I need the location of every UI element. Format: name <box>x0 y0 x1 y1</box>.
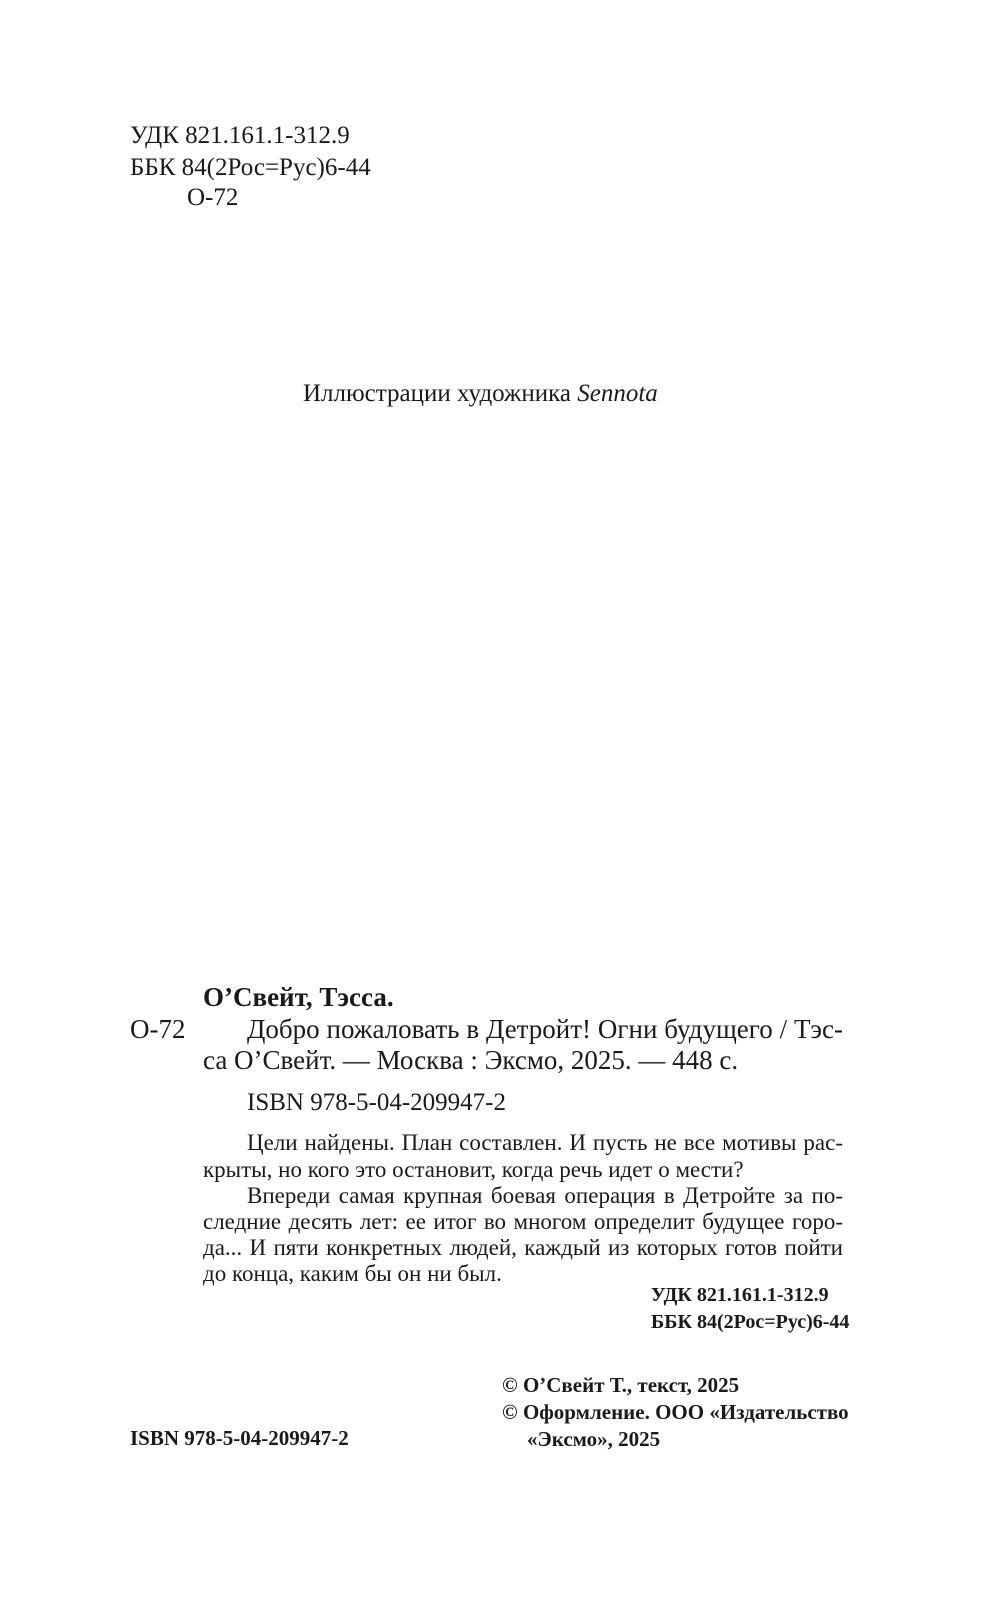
classification-bbk: ББК 84(2Рос=Рус)6-44 <box>651 1311 850 1333</box>
annotation-line-4: следние десять лет: ее итог во многом определит будущее горо- <box>203 1209 843 1234</box>
record-isbn: ISBN 978-5-04-209947-2 <box>247 1089 507 1116</box>
copyright-design-line-2: «Эксмо», 2025 <box>527 1427 661 1451</box>
bbk-code: ББК 84(2Рос=Рус)6-44 <box>130 154 371 181</box>
annotation-line-1: Цели найдены. План составлен. И пусть не все мотивы рас- <box>247 1130 843 1155</box>
copyright-design-line-1: © Оформление. ООО «Издательство <box>502 1400 849 1424</box>
record-title-line-2: са О’Свейт. — Москва : Эксмо, 2025. — 448 с. <box>203 1045 739 1075</box>
footer-isbn: ISBN 978-5-04-209947-2 <box>130 1426 349 1450</box>
illustrations-credit <box>303 380 658 408</box>
annotation-line-2: крыты, но кого это остановит, когда речь идет о мести? <box>203 1157 744 1182</box>
record-title-line-1: Добро пожаловать в Детройт! Огни будущего / Тэс- <box>247 1014 843 1044</box>
annotation-line-5: да... И пяти конкретных людей, каждый из которых готов пойти <box>203 1235 843 1260</box>
udk-code: УДК 821.161.1-312.9 <box>130 122 350 149</box>
classification-udk: УДК 821.161.1-312.9 <box>651 1284 829 1306</box>
record-author-sign: О-72 <box>130 1014 186 1044</box>
illustrations-prefix: Иллюстрации художника <box>303 380 571 407</box>
author-heading: О’Свейт, Тэсса. <box>203 982 394 1012</box>
illustrator-name: Sennota <box>577 380 658 407</box>
annotation-line-3: Впереди самая крупная боевая операция в Детройте за по- <box>247 1183 843 1208</box>
author-sign: О-72 <box>187 184 239 211</box>
annotation-line-6: до конца, каким бы он ни был. <box>203 1261 502 1286</box>
copyright-text: © О’Свейт Т., текст, 2025 <box>502 1373 740 1397</box>
